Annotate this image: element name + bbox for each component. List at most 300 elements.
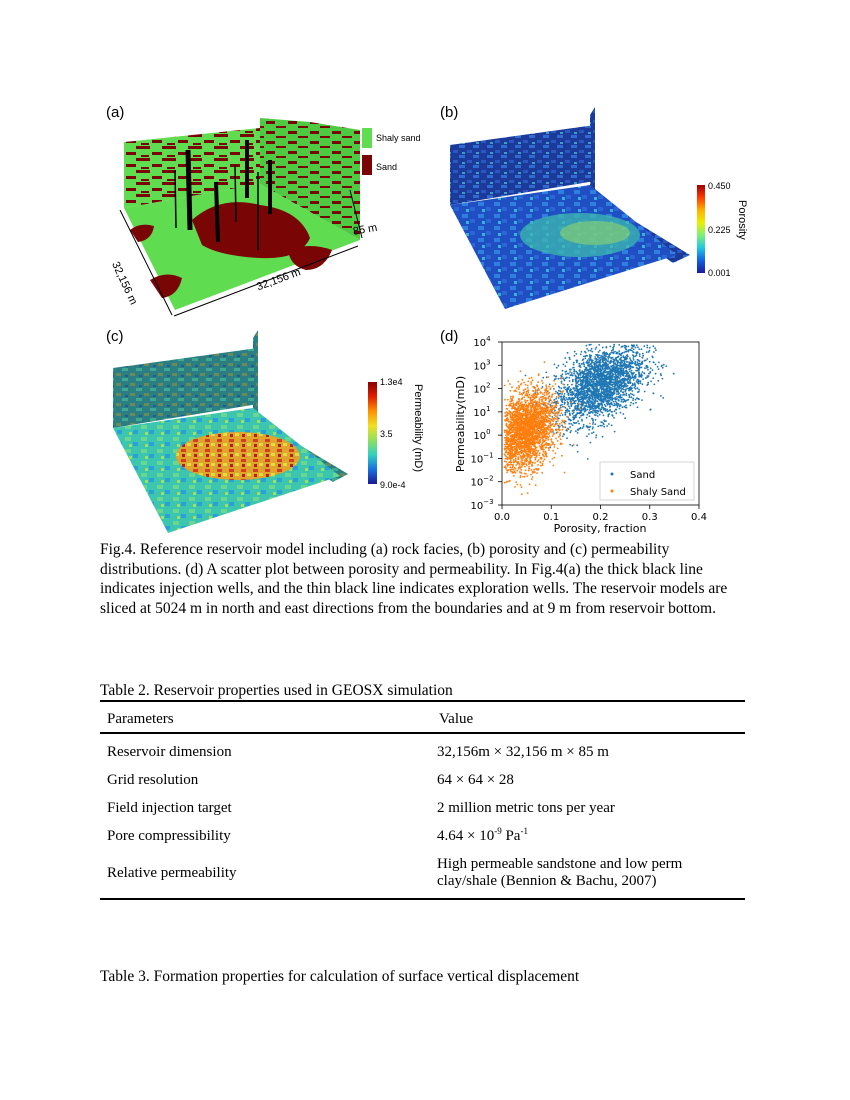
scatter-point (629, 374, 631, 376)
scatter-point (606, 425, 608, 427)
scatter-point (616, 393, 618, 395)
scatter-point (602, 361, 604, 363)
scatter-point (552, 385, 554, 387)
scatter-point (621, 383, 623, 385)
scatter-point (507, 457, 509, 459)
scatter-point (558, 365, 560, 367)
scatter-point (516, 470, 518, 472)
scatter-point (532, 476, 534, 478)
scatter-point (555, 452, 557, 454)
scatter-point (609, 346, 611, 348)
scatter-point (504, 437, 506, 439)
scatter-point (527, 380, 529, 382)
scatter-point (525, 463, 527, 465)
scatter-point (570, 389, 572, 391)
scatter-point (558, 378, 560, 380)
scatter-point (539, 404, 541, 406)
scatter-point (640, 382, 642, 384)
scatter-point (514, 451, 516, 453)
scatter-point (518, 454, 520, 456)
scatter-point (610, 361, 612, 363)
scatter-point (541, 412, 543, 414)
scatter-point (637, 379, 639, 381)
scatter-point (523, 436, 525, 438)
scatter-point (577, 376, 579, 378)
scatter-point (550, 387, 552, 389)
scatter-point (617, 387, 619, 389)
scatter-point (508, 445, 510, 447)
scatter-point (558, 397, 560, 399)
scatter-point (534, 462, 536, 464)
scatter-point (604, 385, 606, 387)
scatter-point (579, 365, 581, 367)
scatter-point (553, 402, 555, 404)
scatter-point (629, 390, 631, 392)
scatter-point (603, 387, 605, 389)
scatter-point (607, 360, 609, 362)
scatter-point (583, 373, 585, 375)
scatter-point (551, 416, 553, 418)
scatter-point (577, 396, 579, 398)
scatter-point (525, 446, 527, 448)
scatter-point (642, 355, 644, 357)
scatter-point (538, 435, 540, 437)
scatter-point (592, 412, 594, 414)
scatter-point (598, 344, 600, 346)
scatter-point (604, 379, 606, 381)
scatter-point (506, 456, 508, 458)
scatter-point (636, 344, 638, 346)
scatter-point (527, 426, 529, 428)
scatter-point (646, 384, 648, 386)
scatter-point (550, 412, 552, 414)
scatter-point (587, 406, 589, 408)
scatter-point (594, 358, 596, 360)
scatter-point (635, 388, 637, 390)
scatter-point (509, 401, 511, 403)
scatter-point (515, 412, 517, 414)
scatter-point (606, 375, 608, 377)
scatter-point (555, 415, 557, 417)
scatter-point (525, 384, 527, 386)
scatter-point (618, 400, 620, 402)
scatter-point (597, 378, 599, 380)
scatter-point (532, 390, 534, 392)
scatter-point (611, 379, 613, 381)
scatter-point (611, 399, 613, 401)
scatter-point (611, 368, 613, 370)
scatter-point (599, 350, 601, 352)
scatter-point (650, 409, 652, 411)
legend-label-shaly-sand: Shaly sand (376, 133, 421, 143)
scatter-point (622, 401, 624, 403)
scatter-point (585, 402, 587, 404)
scatter-point (599, 398, 601, 400)
scatter-point (524, 429, 526, 431)
scatter-point (560, 396, 562, 398)
porosity-tick-max: 0.450 (708, 181, 731, 191)
scatter-point (628, 349, 630, 351)
scatter-point (522, 476, 524, 478)
scatter-point (603, 381, 605, 383)
scatter-point (585, 369, 587, 371)
scatter-point (577, 432, 579, 434)
scatter-point (560, 375, 562, 377)
scatter-point (588, 411, 590, 413)
scatter-point (629, 382, 631, 384)
scatter-point (533, 422, 535, 424)
scatter-point (572, 413, 574, 415)
scatter-point (542, 377, 544, 379)
scatter-point (583, 371, 585, 373)
scatter-point (586, 345, 588, 347)
scatter-point (580, 354, 582, 356)
scatter-point (525, 469, 527, 471)
scatter-point (545, 397, 547, 399)
scatter-point (623, 352, 625, 354)
scatter-point (536, 472, 538, 474)
scatter-point (597, 425, 599, 427)
scatter-point (596, 389, 598, 391)
scatter-point (554, 457, 556, 459)
scatter-point (530, 440, 532, 442)
scatter-point (588, 399, 590, 401)
porosity-permeability-scatter (440, 332, 715, 538)
scatter-point (648, 373, 650, 375)
scatter-point (540, 462, 542, 464)
scatter-point (510, 403, 512, 405)
scatter-point (577, 412, 579, 414)
scatter-point (558, 386, 560, 388)
scatter-point (537, 389, 539, 391)
scatter-point (610, 376, 612, 378)
scatter-point (661, 365, 663, 367)
scatter-point (562, 435, 564, 437)
scatter-point (542, 448, 544, 450)
scatter-point (590, 376, 592, 378)
scatter-point (628, 381, 630, 383)
scatter-point (613, 376, 615, 378)
scatter-point (582, 376, 584, 378)
scatter-point (527, 405, 529, 407)
scatter-point (636, 355, 638, 357)
scatter-point (506, 414, 508, 416)
scatter-point (605, 366, 607, 368)
scatter-point (515, 430, 517, 432)
scatter-point (604, 404, 606, 406)
scatter-point (596, 384, 598, 386)
scatter-point (611, 392, 613, 394)
scatter-point (606, 384, 608, 386)
scatter-point (555, 375, 557, 377)
scatter-point (631, 374, 633, 376)
scatter-point (551, 409, 553, 411)
scatter-point (653, 384, 655, 386)
scatter-point (529, 394, 531, 396)
scatter-point (522, 397, 524, 399)
scatter-point (529, 445, 531, 447)
scatter-point (566, 399, 568, 401)
scatter-point (542, 464, 544, 466)
scatter-point (535, 421, 537, 423)
scatter-point (507, 464, 509, 466)
scatter-point (590, 395, 592, 397)
scatter-point (561, 388, 563, 390)
scatter-point (616, 390, 618, 392)
scatter-point (591, 391, 593, 393)
scatter-point (592, 426, 594, 428)
scatter-point (597, 400, 599, 402)
scatter-point (585, 392, 587, 394)
scatter-point (547, 403, 549, 405)
scatter-point (617, 406, 619, 408)
scatter-point (631, 350, 633, 352)
scatter-point (557, 401, 559, 403)
scatter-point (579, 417, 581, 419)
scatter-point (512, 469, 514, 471)
scatter-point (556, 419, 558, 421)
scatter-point (561, 455, 563, 457)
scatter-point (596, 354, 598, 356)
scatter-point (523, 441, 525, 443)
scatter-point (511, 430, 513, 432)
scatter-point (531, 436, 533, 438)
scatter-point (532, 441, 534, 443)
scatter-point (544, 392, 546, 394)
scatter-point (588, 364, 590, 366)
scatter-point (552, 435, 554, 437)
scatter-point (527, 448, 529, 450)
scatter-point (535, 413, 537, 415)
scatter-point (611, 371, 613, 373)
scatter-point (613, 351, 615, 353)
scatter-point (612, 349, 614, 351)
scatter-point (510, 455, 512, 457)
scatter-point (537, 385, 539, 387)
scatter-point (623, 389, 625, 391)
scatter-point (630, 404, 632, 406)
scatter-point (622, 394, 624, 396)
scatter-point (553, 425, 555, 427)
scatter-point (652, 345, 654, 347)
scatter-point (563, 379, 565, 381)
scatter-point (525, 388, 527, 390)
scatter-point (553, 400, 555, 402)
scatter-point (600, 357, 602, 359)
permeability-block (108, 328, 358, 538)
scatter-point (617, 369, 619, 371)
scatter-point (545, 444, 547, 446)
scatter-point (607, 372, 609, 374)
scatter-point (647, 369, 649, 371)
scatter-point (634, 375, 636, 377)
scatter-point (646, 345, 648, 347)
scatter-point (633, 394, 635, 396)
scatter-point (533, 449, 535, 451)
scatter-point (584, 387, 586, 389)
scatter-point (609, 391, 611, 393)
scatter-point (545, 411, 547, 413)
scatter-point (594, 364, 596, 366)
scatter-point (513, 414, 515, 416)
scatter-point (653, 351, 655, 353)
scatter-point (567, 404, 569, 406)
scatter-point (589, 382, 591, 384)
scatter-point (534, 440, 536, 442)
scatter-point (518, 468, 520, 470)
scatter-point (521, 438, 523, 440)
scatter-point (644, 373, 646, 375)
scatter-point (581, 387, 583, 389)
scatter-point (614, 431, 616, 433)
scatter-point (557, 420, 559, 422)
scatter-point (598, 355, 600, 357)
scatter-point (611, 411, 613, 413)
scatter-point (605, 391, 607, 393)
scatter-point (526, 438, 528, 440)
scatter-point (531, 426, 533, 428)
scatter-point (649, 350, 651, 352)
scatter-point (581, 397, 583, 399)
scatter-point (504, 466, 506, 468)
scatter-point (544, 394, 546, 396)
scatter-point (520, 469, 522, 471)
scatter-point (554, 406, 556, 408)
scatter-point (591, 368, 593, 370)
scatter-point (596, 364, 598, 366)
scatter-point (504, 482, 506, 484)
scatter-point (556, 404, 558, 406)
scatter-point (625, 370, 627, 372)
scatter-point (567, 393, 569, 395)
scatter-point (575, 393, 577, 395)
scatter-point (612, 381, 614, 383)
scatter-point (584, 406, 586, 408)
scatter-point (528, 442, 530, 444)
scatter-point (560, 438, 562, 440)
scatter-point (586, 396, 588, 398)
scatter-point (603, 419, 605, 421)
scatter-point (662, 367, 664, 369)
scatter-point (597, 359, 599, 361)
scatter-point (514, 426, 516, 428)
scatter-point (531, 433, 533, 435)
scatter-point (597, 412, 599, 414)
porosity-block (445, 105, 695, 315)
scatter-point (590, 344, 592, 346)
scatter-point (576, 405, 578, 407)
scatter-point (619, 353, 621, 355)
scatter-point (586, 395, 588, 397)
scatter-point (504, 399, 506, 401)
scatter-point (559, 425, 561, 427)
scatter-point (515, 481, 517, 483)
scatter-point (641, 348, 643, 350)
scatter-point (607, 388, 609, 390)
scatter-point (518, 398, 520, 400)
scatter-point (563, 434, 565, 436)
scatter-point (594, 401, 596, 403)
scatter-point (524, 396, 526, 398)
scatter-point (646, 347, 648, 349)
scatter-point (632, 357, 634, 359)
scatter-point (562, 429, 564, 431)
scatter-point (589, 378, 591, 380)
scatter-point (623, 373, 625, 375)
scatter-point (650, 380, 652, 382)
scatter-point (619, 365, 621, 367)
scatter-point (597, 405, 599, 407)
scatter-point (562, 406, 564, 408)
scatter-point (586, 404, 588, 406)
scatter-point (598, 383, 600, 385)
scatter-point (510, 471, 512, 473)
scatter-point (564, 472, 566, 474)
scatter-point (592, 423, 594, 425)
scatter-point (533, 442, 535, 444)
scatter-point (615, 401, 617, 403)
scatter-point (572, 399, 574, 401)
scatter-point (593, 394, 595, 396)
scatter-point (523, 389, 525, 391)
scatter-point (529, 462, 531, 464)
scatter-point (536, 447, 538, 449)
scatter-point (517, 425, 519, 427)
scatter-point (564, 414, 566, 416)
scatter-point (588, 369, 590, 371)
scatter-point (552, 458, 554, 460)
scatter-point (530, 443, 532, 445)
scatter-point (580, 406, 582, 408)
scatter-point (604, 356, 606, 358)
scatter-point (521, 417, 523, 419)
scatter-point (576, 361, 578, 363)
scatter-point (621, 397, 623, 399)
scatter-point (504, 385, 506, 387)
scatter-point (539, 417, 541, 419)
scatter-point (519, 446, 521, 448)
scatter-point (646, 358, 648, 360)
scatter-point (539, 424, 541, 426)
scatter-point (590, 358, 592, 360)
scatter-point (508, 457, 510, 459)
scatter-point (563, 364, 565, 366)
scatter-point (519, 392, 521, 394)
scatter-point (618, 382, 620, 384)
scatter-point (578, 373, 580, 375)
scatter-point (506, 448, 508, 450)
scatter-point (572, 379, 574, 381)
scatter-point (534, 448, 536, 450)
scatter-point (537, 394, 539, 396)
scatter-point (568, 419, 570, 421)
scatter-point (516, 387, 518, 389)
scatter-point (511, 425, 513, 427)
scatter-point (525, 375, 527, 377)
scatter-point (627, 354, 629, 356)
scatter-point (639, 380, 641, 382)
scatter-point (512, 455, 514, 457)
scatter-point (531, 469, 533, 471)
scatter-point (601, 425, 603, 427)
scatter-point (573, 392, 575, 394)
scatter-point (632, 390, 634, 392)
scatter-point (556, 367, 558, 369)
scatter-point (609, 374, 611, 376)
scatter-point (521, 423, 523, 425)
scatter-point (624, 363, 626, 365)
scatter-point (552, 423, 554, 425)
